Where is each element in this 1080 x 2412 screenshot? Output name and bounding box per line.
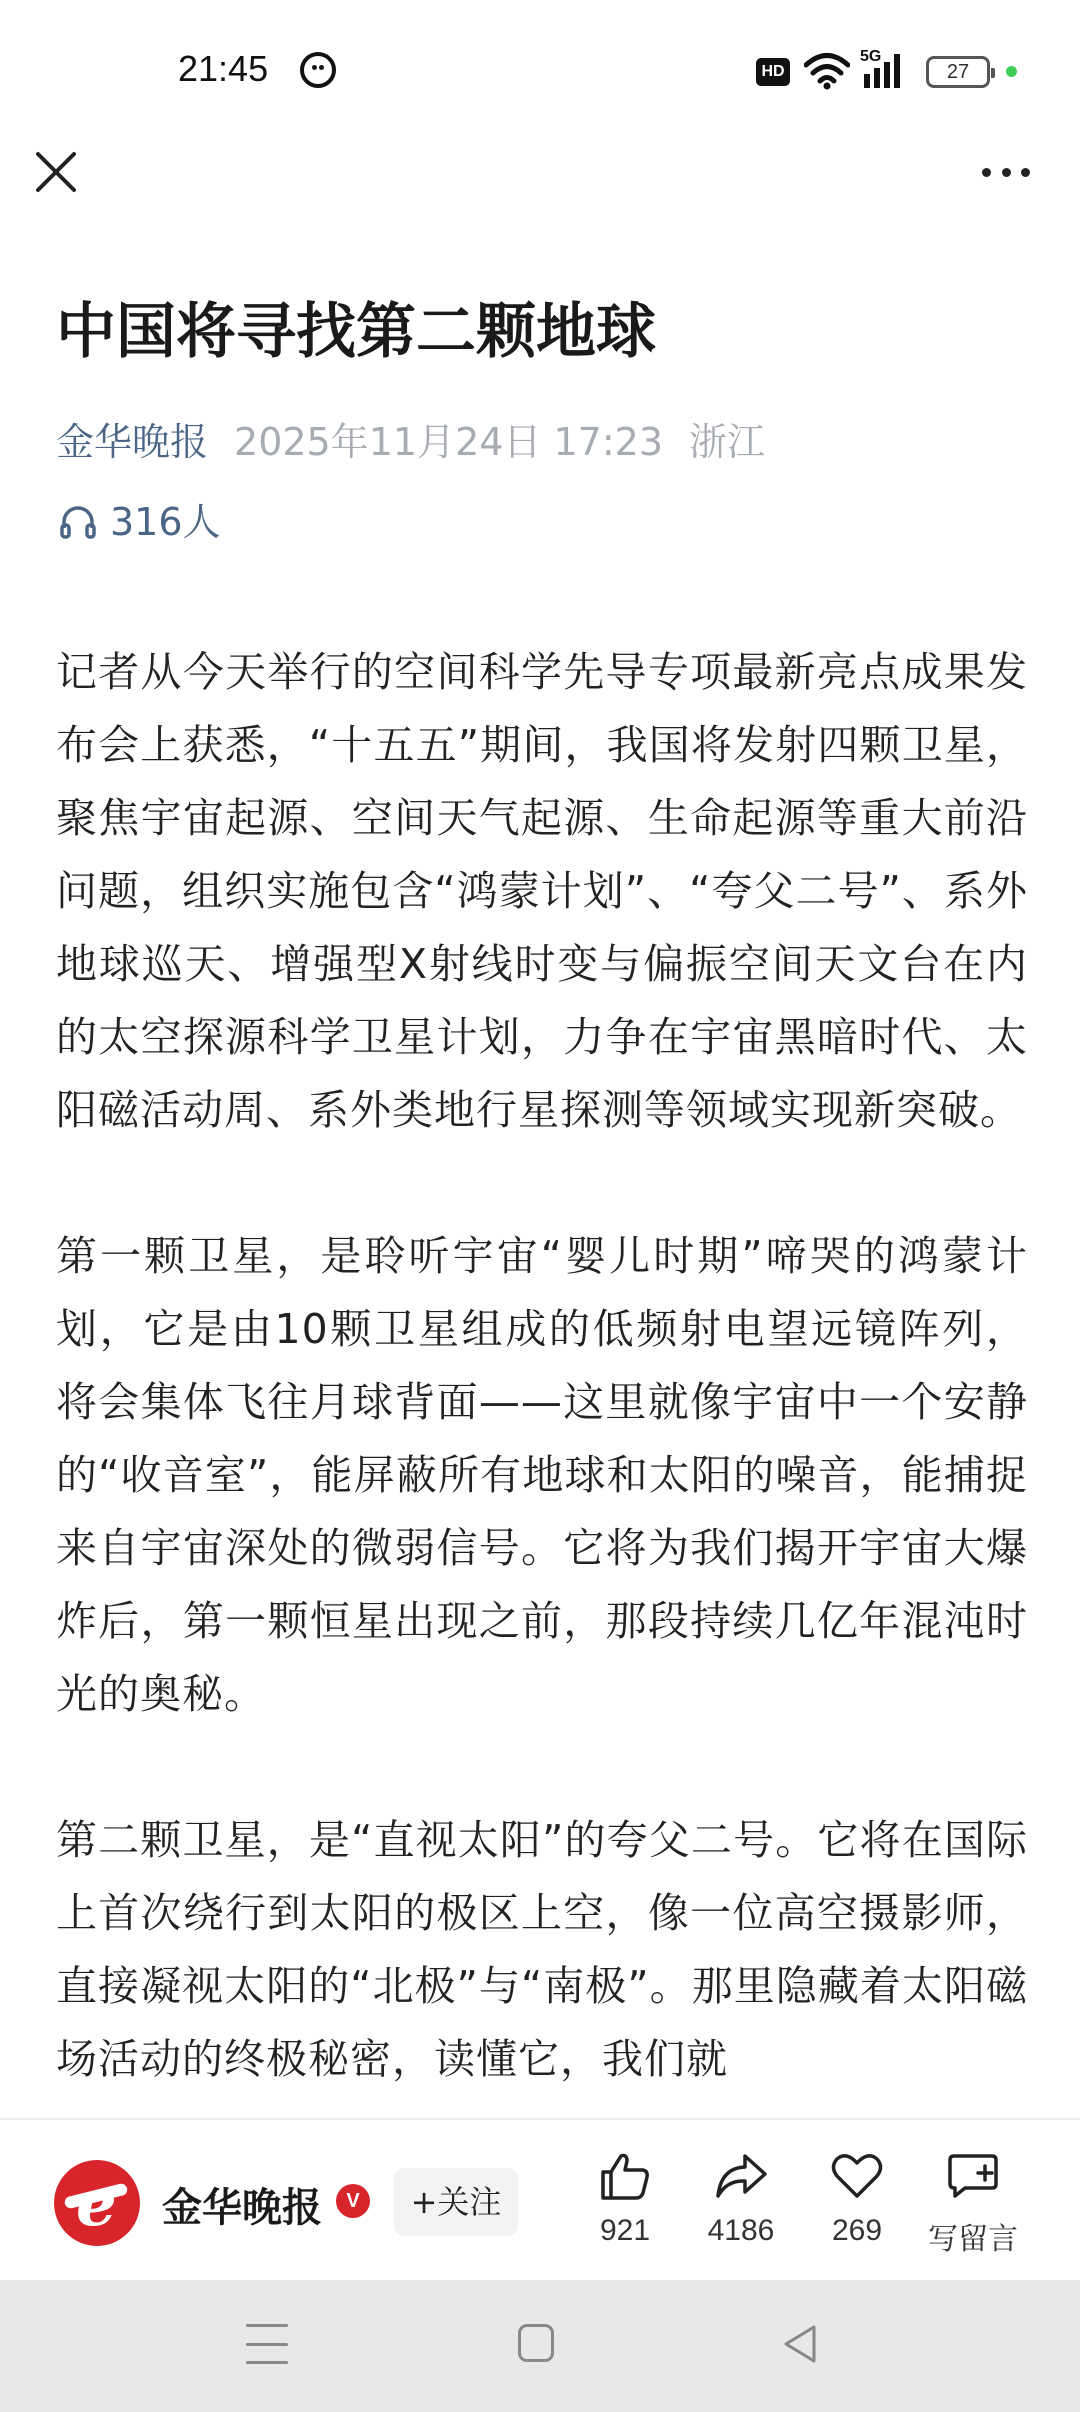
menu-line bbox=[246, 2324, 288, 2327]
bottom-action-bar bbox=[0, 2118, 1080, 2280]
write-comment-label: 写留言 bbox=[928, 2223, 1018, 2256]
verified-badge-icon: V bbox=[336, 2184, 370, 2218]
menu-line bbox=[246, 2361, 288, 2364]
favorite-button[interactable] bbox=[802, 2148, 912, 2248]
system-nav-bar bbox=[0, 2280, 1080, 2412]
share-button[interactable] bbox=[686, 2148, 796, 2248]
article-source-link[interactable]: 金华晚报 bbox=[56, 420, 209, 464]
heart-icon bbox=[829, 2148, 885, 2204]
charging-dot bbox=[1006, 66, 1017, 77]
article-region: 浙江 bbox=[689, 420, 766, 464]
menu-line bbox=[246, 2343, 288, 2346]
more-dot bbox=[982, 168, 991, 177]
listener-count: 316人 bbox=[110, 500, 221, 544]
like-count: 921 bbox=[599, 2214, 651, 2247]
article-date: 2025年11月24日 17:23 bbox=[234, 420, 664, 464]
headphone-icon bbox=[58, 502, 98, 542]
network-type-label: 5G bbox=[860, 48, 882, 65]
notification-face-icon bbox=[300, 52, 336, 88]
thumbs-up-icon bbox=[597, 2148, 653, 2204]
article-paragraph: 第一颗卫星，是聆听宇宙“婴儿时期”啼哭的鸿蒙计划，它是由10颗卫星组成的低频射电望远镜阵列，将会集体飞往月球背面——这里就像宇宙中一个安静的“收音室”，能屏蔽所有地球和太阳的噪音，能捕捉来自宇宙深处的微弱信号。它将为我们揭开宇宙大爆炸后，第一颗恒星出现之前，那段持续几亿年混沌时光的奥秘。 bbox=[56, 1232, 1028, 1718]
home-icon[interactable] bbox=[518, 2324, 554, 2362]
article-title: 中国将寻找第二颗地球 bbox=[56, 297, 656, 367]
share-count: 4186 bbox=[707, 2214, 775, 2247]
favorite-count: 269 bbox=[831, 2214, 883, 2247]
publisher-name[interactable]: 金华晚报 bbox=[162, 2185, 322, 2231]
back-icon[interactable] bbox=[780, 2322, 820, 2366]
cellular-signal-icon bbox=[860, 50, 910, 90]
status-bar bbox=[0, 0, 1080, 140]
article-paragraph: 记者从今天举行的空间科学先导专项最新亮点成果发布会上获悉，“十五五”期间，我国将发射四颗卫星，聚焦宇宙起源、空间天气起源、生命起源等重大前沿问题，组织实施包含“鸿蒙计划”、“夸父二号”、系外地球巡天、增强型X射线时变与偏振空间天文台在内的太空探源科学卫星计划，力争在宇宙黑暗时代、太阳磁活动周、系外类地行星探测等领域实现新突破。 bbox=[56, 648, 1028, 1134]
follow-button[interactable]: +关注 bbox=[394, 2168, 518, 2236]
article-meta bbox=[56, 415, 765, 469]
like-button[interactable] bbox=[570, 2148, 680, 2248]
article-body bbox=[56, 636, 1028, 2120]
comment-icon bbox=[945, 2148, 1001, 2204]
recents-menu-icon[interactable] bbox=[246, 2324, 288, 2364]
listen-button[interactable] bbox=[58, 495, 221, 549]
battery-icon: 27 bbox=[926, 56, 990, 88]
close-icon[interactable] bbox=[24, 140, 88, 204]
publisher-logo-icon[interactable] bbox=[54, 2160, 140, 2246]
wifi-icon bbox=[804, 52, 850, 90]
article-paragraph: 第二颗卫星，是“直视太阳”的夸父二号。它将在国际上首次绕行到太阳的极区上空，像一位高空摄影师，直接凝视太阳的“北极”与“南极”。那里隐藏着太阳磁场活动的终极秘密，读懂它，我们就 bbox=[56, 1816, 1028, 2083]
more-dot bbox=[1021, 168, 1030, 177]
write-comment-button[interactable] bbox=[918, 2148, 1028, 2258]
share-icon bbox=[713, 2148, 769, 2204]
more-dot bbox=[1002, 168, 1011, 177]
hd-icon: HD bbox=[756, 58, 790, 86]
status-time: 21:45 bbox=[178, 48, 269, 89]
more-icon[interactable] bbox=[974, 150, 1038, 194]
